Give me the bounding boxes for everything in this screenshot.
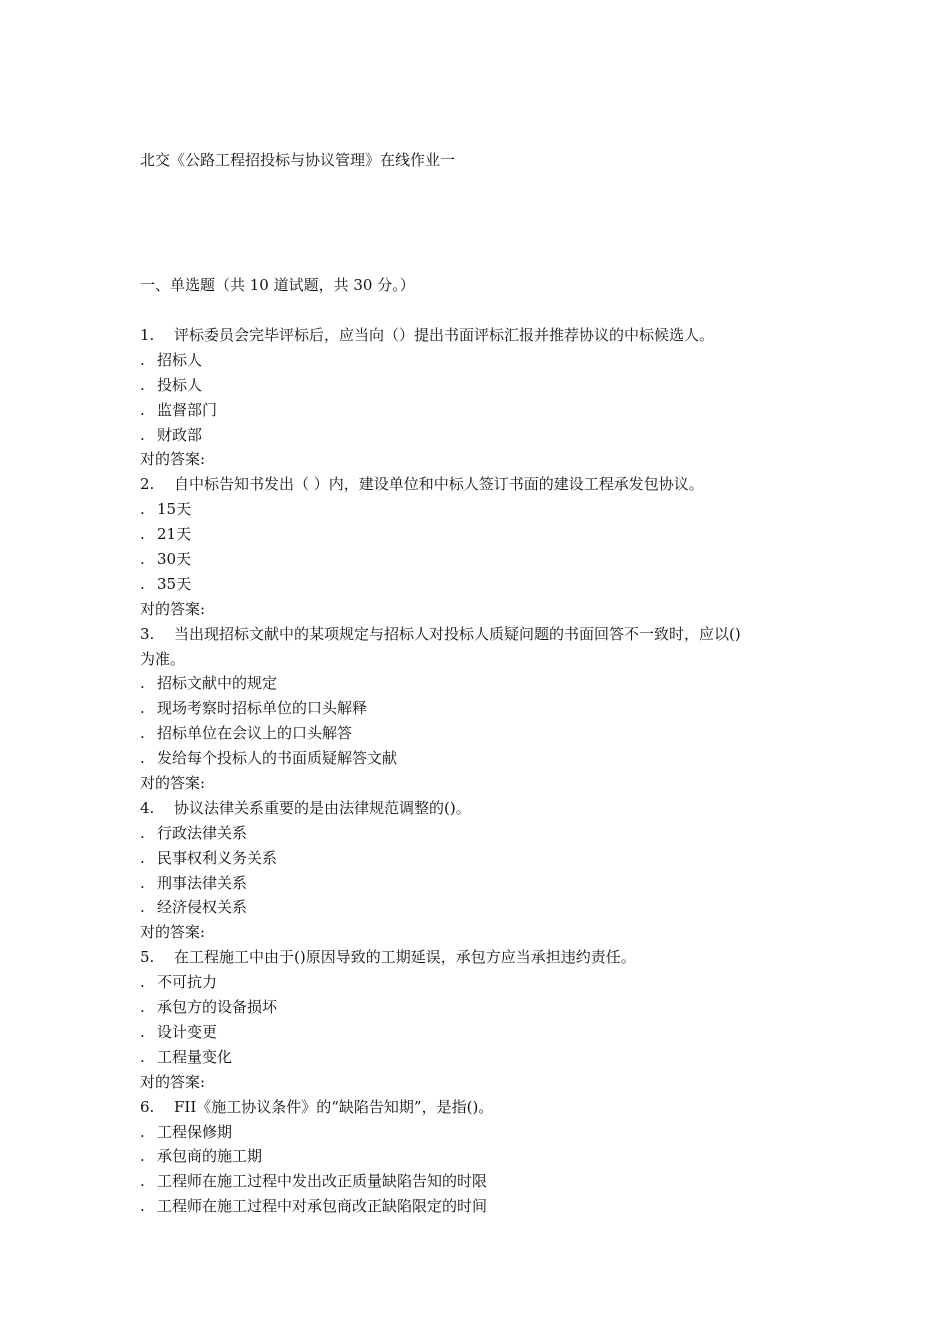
option-marker: .	[140, 574, 145, 593]
option-item	[140, 1120, 830, 1145]
option-item	[140, 423, 830, 448]
option-text: 承包商的施工期	[157, 1147, 263, 1166]
option-text: 21天	[157, 525, 192, 544]
option-item	[140, 846, 830, 871]
option-marker: .	[140, 1172, 145, 1191]
option-text: 发给每个投标人的书面质疑解答文献	[157, 749, 398, 768]
option-marker: .	[140, 425, 145, 444]
option-marker: .	[140, 724, 145, 743]
option-text: 刑事法律关系	[157, 873, 248, 892]
question-text: 评标委员会完毕评标后，应当向（）提出书面评标汇报并推荐协议的中标候选人。	[174, 326, 715, 344]
option-marker: .	[140, 400, 145, 419]
option-item	[140, 1169, 830, 1194]
option-item	[140, 871, 830, 896]
option-item	[140, 970, 830, 995]
option-item	[140, 572, 830, 597]
option-marker: .	[140, 998, 145, 1017]
option-marker: .	[140, 500, 145, 519]
option-text: 工程师在施工过程中发出改正质量缺陷告知的时限	[157, 1172, 488, 1191]
document-title: 北交《公路工程招投标与协议管理》在线作业一	[140, 151, 456, 169]
option-item	[140, 895, 830, 920]
option-text: 15天	[157, 500, 192, 519]
option-item	[140, 1045, 830, 1070]
question-number: 2.	[140, 475, 155, 494]
question-stem	[140, 323, 830, 348]
question-number: 1.	[140, 326, 155, 344]
answer-label: 对的答案:	[140, 923, 206, 942]
option-marker: .	[140, 1022, 145, 1041]
answer-label: 对的答案:	[140, 450, 206, 469]
question-text: 在工程施工中由于()原因导致的工期延误，承包方应当承担违约责任。	[174, 948, 636, 967]
option-item	[140, 995, 830, 1020]
question-stem	[140, 622, 830, 647]
option-text: 招标人	[157, 350, 203, 369]
option-text: 工程保修期	[157, 1122, 233, 1141]
answer-label: 对的答案:	[140, 599, 206, 618]
question-text: FII《施工协议条件》的“缺陷告知期”，是指()。	[174, 1097, 494, 1116]
answer-label: 对的答案:	[140, 774, 206, 793]
question-number: 6.	[140, 1097, 155, 1116]
option-item	[140, 1194, 830, 1219]
option-text: 监督部门	[157, 400, 218, 419]
option-marker: .	[140, 525, 145, 544]
option-item	[140, 348, 830, 373]
answer-label: 对的答案:	[140, 1072, 206, 1091]
option-marker: .	[140, 848, 145, 867]
option-marker: .	[140, 375, 145, 394]
option-item	[140, 746, 830, 771]
question-number: 4.	[140, 798, 155, 817]
question-stem-continuation: 为准。	[140, 649, 186, 668]
option-text: 设计变更	[157, 1022, 218, 1041]
option-item	[140, 522, 830, 547]
option-marker: .	[140, 1047, 145, 1066]
option-item	[140, 821, 830, 846]
option-marker: .	[140, 1197, 145, 1216]
option-marker: .	[140, 1147, 145, 1166]
option-marker: .	[140, 823, 145, 842]
option-item	[140, 497, 830, 522]
question-list	[140, 323, 830, 1219]
option-text: 投标人	[157, 375, 203, 394]
option-marker: .	[140, 550, 145, 569]
question-stem	[140, 796, 830, 821]
option-text: 经济侵权关系	[157, 898, 248, 917]
option-text: 招标单位在会议上的口头解答	[157, 724, 353, 743]
option-item	[140, 721, 830, 746]
option-text: 承包方的设备损坏	[157, 998, 278, 1017]
question-text: 当出现招标文献中的某项规定与招标人对投标人质疑问题的书面回答不一致时，应以()	[174, 624, 741, 643]
option-marker: .	[140, 898, 145, 917]
option-marker: .	[140, 674, 145, 693]
option-item	[140, 547, 830, 572]
question-number: 5.	[140, 948, 155, 967]
option-text: 现场考察时招标单位的口头解释	[157, 699, 368, 718]
section-heading: 一、单选题（共 10 道试题，共 30 分。）	[140, 276, 415, 294]
option-marker: .	[140, 699, 145, 718]
option-item	[140, 373, 830, 398]
option-text: 招标文献中的规定	[157, 674, 278, 693]
question-text: 协议法律关系重要的是由法律规范调整的()。	[174, 798, 471, 817]
option-text: 工程师在施工过程中对承包商改正缺陷限定的时间	[157, 1197, 488, 1216]
option-text: 民事权利义务关系	[157, 848, 278, 867]
question-stem	[140, 472, 830, 497]
question-stem	[140, 1095, 830, 1120]
option-text: 财政部	[157, 425, 203, 444]
question-text: 自中标告知书发出（ ）内，建设单位和中标人签订书面的建设工程承发包协议。	[174, 475, 704, 494]
option-marker: .	[140, 973, 145, 992]
option-item	[140, 671, 830, 696]
option-marker: .	[140, 749, 145, 768]
option-text: 不可抗力	[157, 973, 218, 992]
option-text: 工程量变化	[157, 1047, 233, 1066]
option-marker: .	[140, 1122, 145, 1141]
option-text: 30天	[157, 550, 192, 569]
option-text: 行政法律关系	[157, 823, 248, 842]
option-item	[140, 1020, 830, 1045]
option-marker: .	[140, 350, 145, 369]
question-number: 3.	[140, 624, 155, 643]
option-text: 35天	[157, 574, 192, 593]
option-item	[140, 1144, 830, 1169]
option-marker: .	[140, 873, 145, 892]
option-item	[140, 696, 830, 721]
question-stem	[140, 945, 830, 970]
option-item	[140, 398, 830, 423]
